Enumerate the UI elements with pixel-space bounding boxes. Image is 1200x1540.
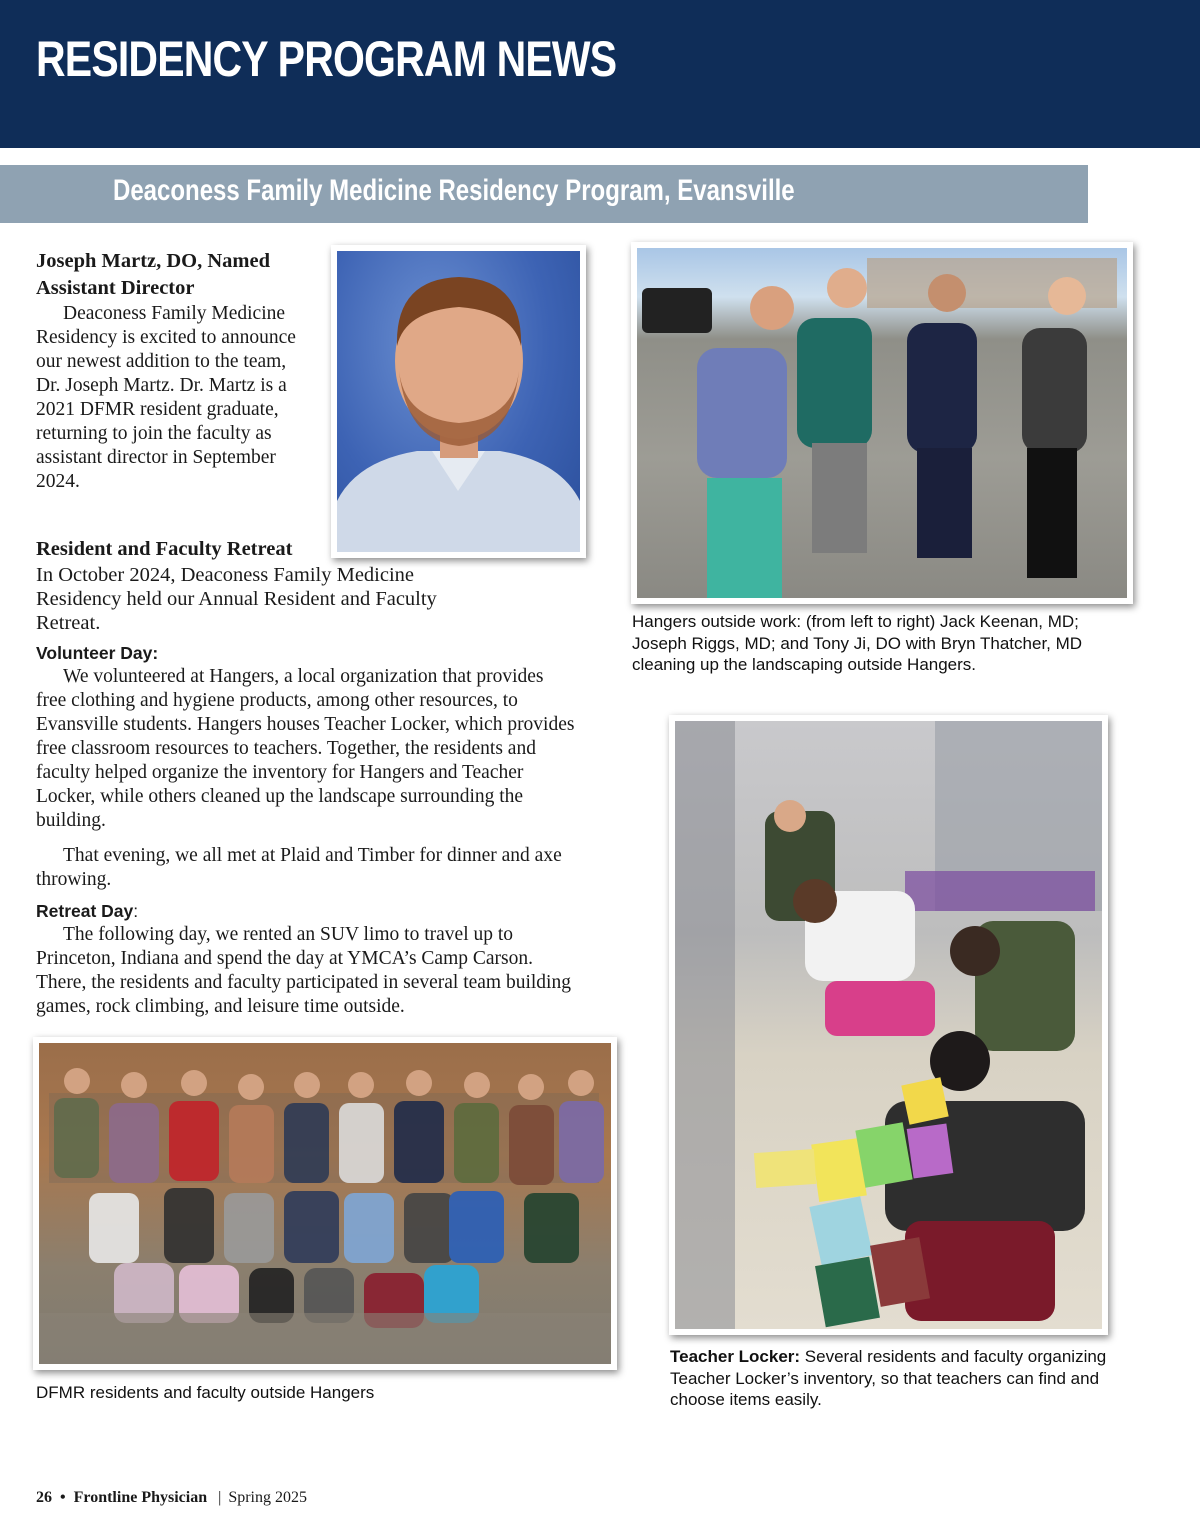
program-title: Deaconess Family Medicine Residency Program, Evansville xyxy=(113,174,795,207)
group-photo-caption: DFMR residents and faculty outside Hangers xyxy=(36,1383,375,1402)
hangers-outside-caption: Hangers outside work: (from left to right) Jack Keenan, MD; Joseph Riggs, MD; and Tony Ji, DO with Bryn Thatcher, MD cleaning up the landscaping outside Hangers. xyxy=(632,612,1083,674)
retreat-day-heading: Retreat Day: xyxy=(36,901,139,921)
volunteers-figures xyxy=(637,248,1127,598)
retreat-paragraph-1: The following day, we rented an SUV limo to travel up to Princeton, Indiana and spend the day at YMCA’s Camp Carson. There, the residents and faculty participated in several team building games, rock climbing, and leisure time outside. xyxy=(36,924,571,1017)
article1-body: Deaconess Family Medicine Residency is excited to announce our newest addition to the team, Dr. Joseph Martz. Dr. Martz is a 2021 DFMR resident graduate, returning to join the faculty as assistant director in September 2024. xyxy=(36,303,296,492)
article-retreat xyxy=(36,536,576,1019)
header-banner xyxy=(0,0,1200,148)
teacher-locker-scene xyxy=(675,721,1102,1329)
article2-heading: Resident and Faculty Retreat xyxy=(36,538,293,560)
section-title: RESIDENCY PROGRAM NEWS xyxy=(36,31,617,87)
volunteer-paragraph-2: That evening, we all met at Plaid and Timber for dinner and axe throwing. xyxy=(36,845,562,890)
article-assistant-director xyxy=(36,248,298,494)
program-title-bar xyxy=(0,165,1088,223)
teacher-locker-caption: Teacher Locker: Several residents and faculty organizing Teacher Locker’s inventory, so that teachers can find and choose items easily. xyxy=(670,1347,1107,1409)
footer-bullet: • xyxy=(60,1489,66,1506)
group-photo xyxy=(33,1037,617,1370)
page-footer xyxy=(36,1489,307,1507)
teacher-locker-photo xyxy=(669,715,1108,1335)
article1-heading: Joseph Martz, DO, Named Assistant Director xyxy=(36,250,271,299)
hangers-outside-photo xyxy=(631,242,1133,604)
issue-date: Spring 2025 xyxy=(228,1489,307,1506)
page-number: 26 xyxy=(36,1489,52,1506)
headshot-photo xyxy=(331,245,586,558)
portrait-figure xyxy=(337,251,580,552)
volunteer-day-heading: Volunteer Day: xyxy=(36,643,159,663)
volunteer-paragraph-1: We volunteered at Hangers, a local organization that provides free clothing and hygiene products, among other resources, to Evansville students. Hangers houses Teacher Locker, which provides free classroom resources to teachers. Together, the residents and faculty helped organize the inventory for Hangers and Teacher Locker, while others cleaned up the landscape surrounding the building. xyxy=(36,666,575,831)
group-figures xyxy=(39,1043,611,1364)
footer-separator: | xyxy=(218,1489,222,1506)
article2-intro: In October 2024, Deaconess Family Medicine Residency held our Annual Resident and Faculty Retreat. xyxy=(36,564,437,634)
publication-name: Frontline Physician xyxy=(73,1489,208,1506)
